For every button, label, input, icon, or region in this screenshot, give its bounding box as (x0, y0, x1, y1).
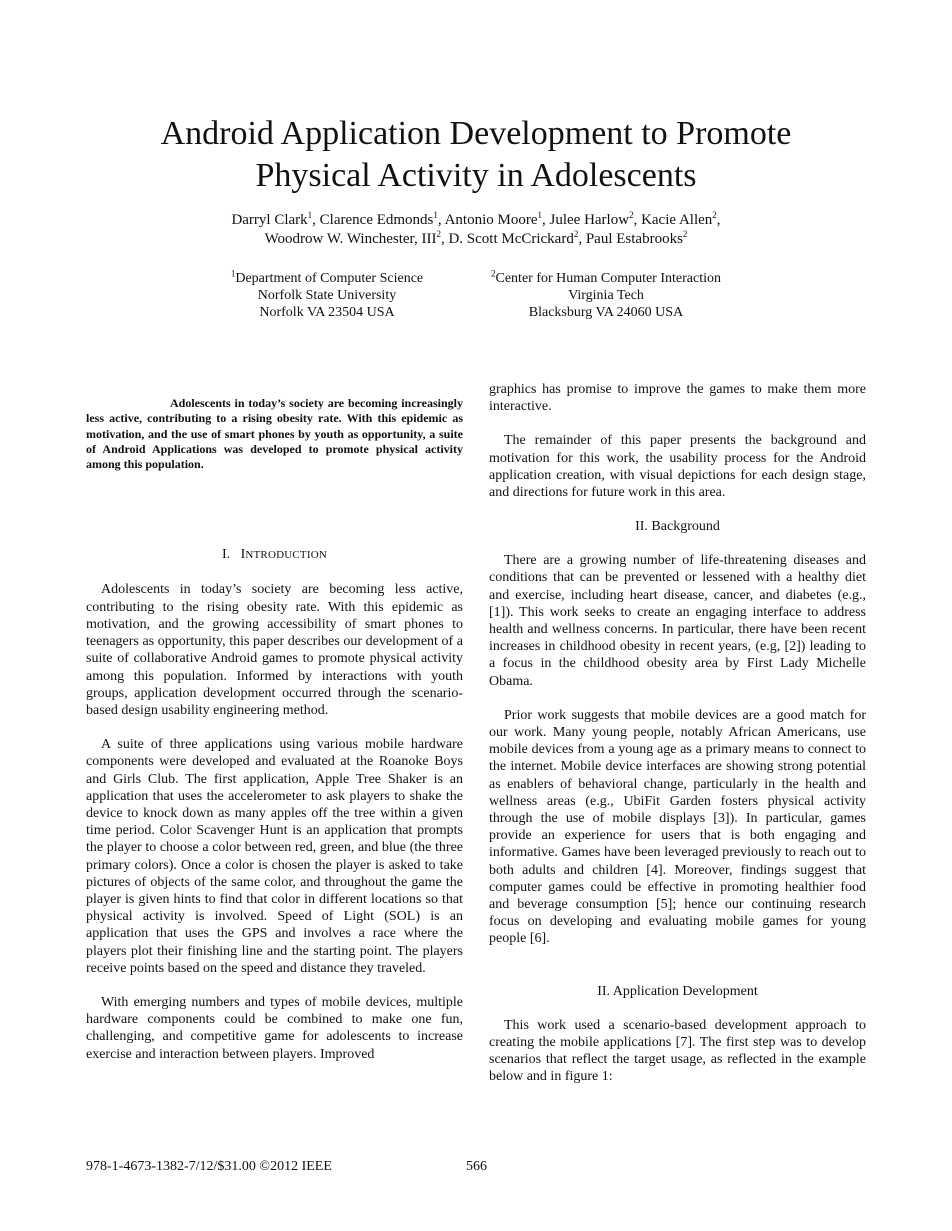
footer-copyright: 978-1-4673-1382-7/12/$31.00 ©2012 IEEE (86, 1159, 332, 1174)
author-separator: , (633, 212, 642, 228)
author-separator: , (716, 212, 721, 228)
author: Paul Estabrooks (585, 231, 683, 247)
author-affil-mark: 2 (682, 229, 688, 239)
paper-title (0, 113, 952, 197)
author-line-2 (0, 230, 952, 249)
paragraph: Prior work suggests that mobile devices are a good match for our work. Many young people, notably African Americans, use mobile devices from a young age as a primary means to connect to the internet. Mobile device interfaces are showing strong potential as enablers of behavioral change, particularly in the health and wellness areas (e.g., UbiFit Garden fosters physical activity through the use of mobile displays [3]). In particular, games provide an experience for users that is both engaging and informative. Games have been leveraged previously to reach out to both adults and children [4]. Moreover, findings suggest that computer games could be effective in promoting healthier food and beverage consumption [5]; hence our continuing research focus on developing and evaluating mobile games for young people [6]. (489, 707, 866, 947)
affil-org: Virginia Tech (568, 288, 644, 303)
paragraph: There are a growing number of life-threatening diseases and conditions that can be prevented or lessened with a healthy diet and exercise, including heart disease, cancer, and diabetes (e.g., [1]). This work seeks to create an engaging interface to address health and wellness concerns. In particular, there have been recent increases in childhood obesity in recent years, (e.g, [2]) leading to a focus in the childhood obesity area by First Lady Michelle Obama. (489, 553, 866, 689)
author: Woodrow W. Winchester, III (264, 231, 437, 247)
title-line-2: Physical Activity in Adolescents (255, 157, 697, 194)
page-number: 566 (466, 1159, 487, 1174)
affiliation-1 (167, 270, 487, 321)
paragraph: This work used a scenario-based development approach to creating the mobile applications [7]. The first step was to develop scenarios that reflect the target usage, as reflected in the example below and in figure 1: (489, 1017, 866, 1085)
section-heading-background: II. Background (635, 519, 720, 535)
author: Clarence Edmonds (319, 212, 434, 228)
author-separator: , (437, 212, 445, 228)
author-affil-mark: 2 (573, 229, 579, 239)
abstract: Adolescents in today’s society are becoming increasingly less active, contributing to a rising obesity rate. With this epidemic as motivation, and the use of smart phones by youth as opportunity, a suite of Android Applications was developed to promote physical activity among this population. (86, 396, 463, 472)
paragraph: The remainder of this paper presents the background and motivation for this work, the usability process for the Android application creation, with visual depictions for each design stage, and directions for future work in this area. (489, 433, 866, 501)
author: D. Scott McCrickard (448, 231, 574, 247)
section-heading-application-development: II. Application Development (597, 983, 758, 999)
affil-org: Norfolk State University (257, 288, 397, 303)
right-column (489, 381, 866, 1103)
section-heading-introduction (86, 546, 463, 564)
affil-mark: 1 (230, 268, 236, 279)
author-affil-mark: 1 (537, 210, 542, 220)
section-title-rest: NTRODUCTION (245, 549, 327, 562)
section-title-initial: I (240, 547, 246, 563)
title-line-1: Android Application Development to Promote (160, 115, 792, 152)
author: Antonio Moore (444, 212, 538, 228)
author: Darryl Clark (231, 212, 308, 228)
affil-address: Norfolk VA 23504 USA (259, 305, 395, 320)
author-affil-mark: 2 (436, 229, 441, 239)
section-number: I. (222, 547, 231, 563)
author-separator: , (440, 231, 449, 247)
affil-dept: Department of Computer Science (235, 271, 424, 286)
spacer (489, 965, 866, 983)
author-line-1 (0, 211, 952, 230)
paragraph: Adolescents in today’s society are becoming less active, contributing to the rising obesity rate. With this epidemic as motivation, and the growing accessibility of smart phones to teenagers as opportunity, this paper describes our development of a suite of collaborative Android games to promote physical activity among this population. Informed by interactions with youth groups, application development occurred through the scenario-based design usability engineering method. (86, 582, 463, 718)
author: Kacie Allen (641, 212, 713, 228)
author-separator: , (542, 212, 550, 228)
author-separator: , (312, 212, 320, 228)
paragraph: A suite of three applications using various mobile hardware components were developed and evaluated at the Roanoke Boys and Girls Club. The first application, Apple Tree Shaker is an application that uses the accelerometer to ask players to shake the device to knock down as many apples off the tree within a given time period. Color Scavenger Hunt is an application that prompts the player to choose a color between red, green, and blue (the three primary colors). Once a color is chosen the player is asked to take pictures of objects of the same color, and throughout the game the player is given hints to find that color in different locations so that physical activity is involved. Speed of Light (SOL) is an application that uses the GPS and involves a race where the players plot their finishing line and the starting point. The players receive points based on the speed and distance they traveled. (86, 737, 463, 976)
affiliation-2 (446, 270, 766, 321)
author: Julee Harlow (549, 212, 630, 228)
affil-dept: Center for Human Computer Interaction (495, 271, 721, 286)
affil-address: Blacksburg VA 24060 USA (528, 305, 684, 320)
author-affil-mark: 1 (307, 210, 313, 220)
left-column (86, 396, 463, 1080)
author-list (0, 211, 952, 249)
author-separator: , (578, 231, 586, 247)
paragraph: With emerging numbers and types of mobile devices, multiple hardware components could be combined to make one fun, challenging, and competitive game for adolescents to increase exercise and interaction between players. Improved (86, 994, 463, 1062)
author-affil-mark: 1 (433, 210, 438, 220)
affil-mark: 2 (491, 268, 496, 279)
author-affil-mark: 2 (629, 210, 634, 220)
paragraph-continued: graphics has promise to improve the games to make them more interactive. (489, 382, 866, 415)
author-affil-mark: 2 (712, 210, 717, 220)
